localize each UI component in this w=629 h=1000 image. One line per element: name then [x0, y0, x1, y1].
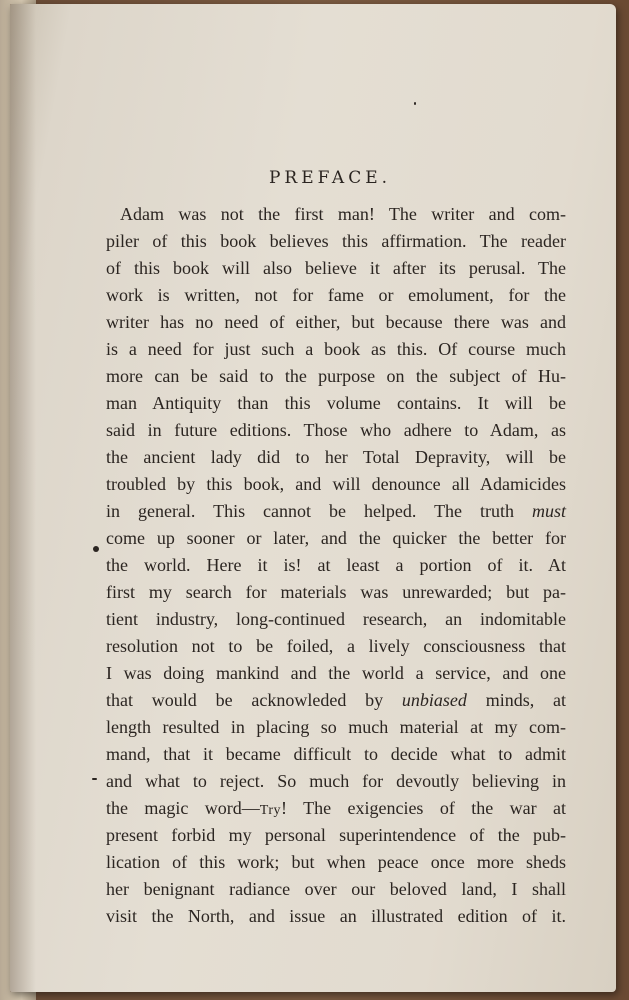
- text-line: visit the North, and issue an illustrated edition of it.: [106, 906, 566, 926]
- text-line: piler of this book believes this affirmation. The reader: [106, 231, 566, 251]
- page-gutter-shadow: [10, 4, 36, 992]
- text-line: mand, that it became difficult to decide what to admit: [106, 744, 566, 764]
- text-line: of this book will also believe it after its perusal. The: [106, 258, 566, 278]
- text-line: I was doing mankind and the world a service, and one: [106, 663, 566, 683]
- preface-body: [106, 201, 566, 930]
- preface-heading: PREFACE.: [268, 168, 392, 188]
- text-line: work is written, not for fame or emolument, for the: [106, 285, 566, 305]
- italic-text: must: [531, 501, 566, 521]
- text-line: Adam was not the first man! The writer and com-: [120, 204, 566, 224]
- text-line: lication of this work; but when peace once more sheds: [106, 852, 566, 872]
- italic-text: unbiased: [401, 690, 467, 710]
- text-line: present forbid my personal superintendence of the pub-: [106, 825, 566, 845]
- text-line: resolution not to be foiled, a lively consciousness that: [106, 636, 566, 656]
- ink-speck: [414, 102, 416, 105]
- text-line: troubled by this book, and will denounce all Adamicides: [106, 474, 566, 494]
- text-line: [106, 498, 566, 525]
- text-segment: minds, at: [485, 690, 567, 710]
- ink-speck: [93, 546, 99, 552]
- text-line: tient industry, long-continued research, an indomitable: [106, 609, 566, 629]
- text-line: first my search for materials was unrewarded; but pa-: [106, 582, 566, 602]
- text-segment: that would be acknowleded by: [106, 690, 384, 710]
- text-line: is a need for just such a book as this. Of course much: [106, 339, 566, 359]
- text-line: the world. Here it is! at least a portion of it. At: [106, 555, 566, 575]
- text-line: man Antiquity than this volume contains. It will be: [106, 393, 566, 413]
- text-line: length resulted in placing so much material at my com-: [106, 717, 566, 737]
- text-line: the ancient lady did to her Total Depravity, will be: [106, 447, 566, 467]
- text-line: her benignant radiance over our beloved land, I shall: [106, 879, 566, 899]
- text-segment: in general. This cannot be helped. The truth: [106, 501, 515, 521]
- text-line: come up sooner or later, and the quicker the better for: [106, 528, 566, 548]
- small-caps-text: Try: [259, 803, 282, 818]
- ink-speck: [92, 778, 97, 780]
- text-line: [106, 687, 566, 714]
- text-line: said in future editions. Those who adhere to Adam, as: [106, 420, 566, 440]
- text-line: more can be said to the purpose on the subject of Hu-: [106, 366, 566, 386]
- text-segment: the magic word—: [106, 798, 260, 818]
- text-segment: ! The exigencies of the war at: [281, 798, 567, 818]
- text-line: [106, 795, 566, 822]
- text-line: writer has no need of either, but because there was and: [106, 312, 566, 332]
- text-line: and what to reject. So much for devoutly believing in: [106, 771, 566, 791]
